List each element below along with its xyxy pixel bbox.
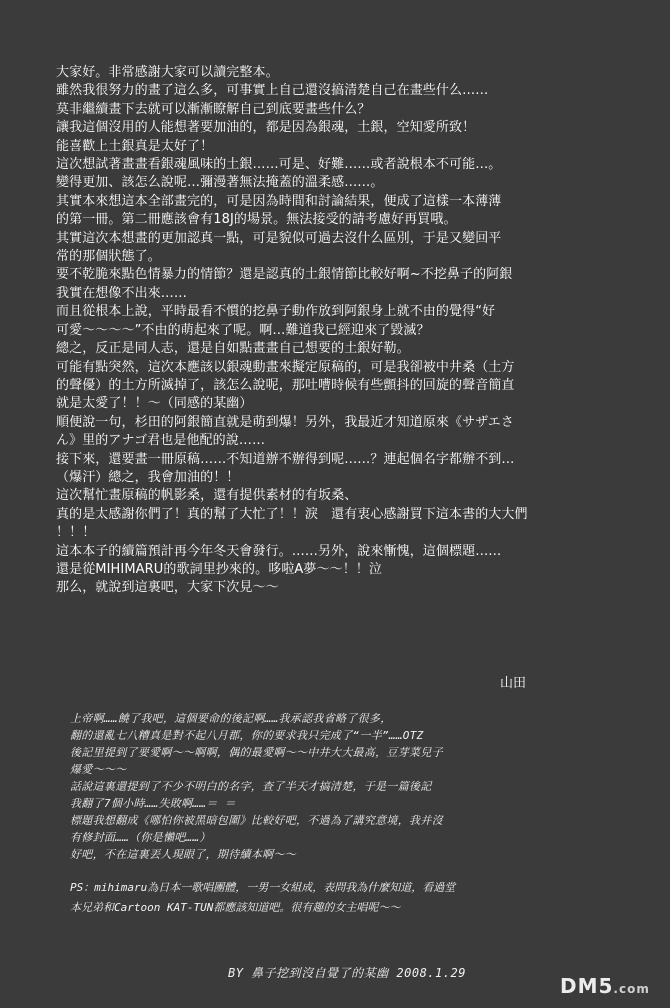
afterword-line: 雖然我很努力的畫了這么多，可事實上自己還沒搞清楚自己在畫些什么…… [56, 83, 489, 99]
afterword-line: 就是太愛了！！～（同感的某幽） [56, 396, 253, 412]
afterword-line: 其實本來想這本全部畫完的，可是因為時間和討論結果，便成了這樣一本薄薄 [56, 193, 502, 209]
afterword-line: 讓我這個沒用的人能想著要加油的，都是因為銀魂，土銀，空知愛所致！ [56, 120, 476, 136]
afterword-line: 大家好。非常感謝大家可以讀完整本。 [56, 65, 279, 80]
ps-line: 本兄弟和Cartoon KAT-TUN都應該知道吧。很有趣的女主唱呢～～ [70, 901, 401, 914]
afterword-line: （爆汗）總之，我會加油的！！ [56, 469, 240, 485]
afterword-line: 要不乾脆來點色情暴力的情節？還是認真的土銀情節比較好啊~不挖鼻子的阿銀 [56, 267, 513, 283]
translator-line: 標題我想翻成《哪怕你被黑暗包圍》比較好吧，不過為了講究意境，我并沒 [70, 814, 443, 827]
ps-line: PS：mihimaru為日本一歌唱團體，一男一女組成，表問我為什麼知道，看過堂 [70, 881, 456, 894]
translator-ps [70, 878, 630, 918]
translator-line: 話說這裏還提到了不少不明白的名字，查了半天才搞清楚，于是一篇後記 [70, 780, 432, 793]
afterword-line: 莫非繼續畫下去就可以漸漸瞭解自己到底要畫些什么？ [56, 101, 371, 117]
watermark-text: DM5 [560, 974, 614, 998]
afterword-line: 總之，反正是同人志，還是自如點畫畫自己想要的土銀好勒。 [56, 341, 410, 357]
afterword-line: 能喜歡上土銀真是太好了！ [56, 138, 214, 154]
translator-line: 後記里提到了要愛啊～～啊啊，偶的最愛啊～～中井大大最高，豆芽菜兒子 [70, 746, 443, 759]
afterword-line: 這本本子的續篇預計再今年冬天會發行。……另外，說來慚愧，這個標題…… [56, 543, 502, 559]
author-signature: 山田 [500, 676, 527, 691]
afterword-line: ！！！ [56, 525, 96, 541]
watermark-suffix: .com [613, 982, 650, 996]
afterword-line: 這次想試著畫畫看銀魂風味的土銀……可是、好難……或者說根本不可能…。 [56, 157, 502, 173]
translator-line: 有修封面……（你是懶吧……） [70, 831, 211, 844]
afterword-line: 的第一冊。第二冊應該會有18J的場景。無法接受的請考慮好再買哦。 [56, 212, 457, 228]
afterword-line: ん》里的アナゴ君也是他配的說…… [56, 433, 266, 449]
afterword-line: 那么，就說到這裏吧，大家下次見～～ [56, 580, 279, 596]
translator-line: 我翻了7個小時……失敗啊……＝ ＝ [70, 797, 236, 810]
translator-line: 上帝啊……饒了我吧，這個要命的後記啊……我承認我省略了很多， [70, 712, 392, 725]
afterword-line: 變得更加、該怎么說呢…彌漫著無法掩蓋的溫柔感……。 [56, 175, 384, 191]
afterword-line: 常的那個狀態了。 [56, 249, 161, 265]
afterword-line: 而且從根本上說，平時最看不慣的挖鼻子動作放到阿銀身上就不由的覺得“好 [56, 304, 496, 320]
afterword-line: 這次幫忙畫原稿的帆影桑，還有提供素材的有坂桑、 [56, 488, 358, 504]
afterword-line: 可愛～～～～”不由的萌起來了呢。啊…難道我已經迎來了毀滅？ [56, 322, 430, 338]
afterword-line: 真的是太感謝你們了！真的幫了大忙了！！淚 還有衷心感謝買下這本書的大大們 [56, 506, 528, 522]
afterword-line: 接下來，還要畫一冊原稿……不知道辦不辦得到呢……？連起個名字都辦不到… [56, 451, 515, 467]
afterword-line: 我實在想像不出來…… [56, 285, 188, 301]
afterword-line: 其實這次本想畫的更加認真一點，可是貌似可過去沒什么區別，于是又變回平 [56, 230, 502, 246]
site-watermark [560, 974, 650, 998]
afterword-line: 可能有點突然，這次本應該以銀魂動畫來擬定原稿的，可是我卻被中井桑（土方 [56, 359, 515, 375]
translator-byline: BY 鼻子挖到沒自覺了的某幽 2008.1.29 [228, 966, 466, 980]
afterword-line: 的聲優）的土方所滅掉了，該怎么說呢，那吐嘈時候有些顫抖的回旋的聲音簡直 [56, 377, 515, 393]
translator-line: 翻的還亂七八糟真是對不起八月郡，你的要求我只完成了“一半”……OTZ [70, 729, 424, 742]
afterword-line: 順便說一句，杉田的阿銀簡直就是萌到爆！另外，我最近才知道原來《サザエさ [56, 414, 514, 430]
translator-line: 爆愛～～～ [70, 763, 127, 776]
afterword-line: 還是從MIHIMARU的歌詞里抄來的。哆啦A夢～～！！泣 [56, 561, 383, 577]
translator-line: 好吧，不在這裏丟人現眼了，期待續本啊～～ [70, 848, 296, 861]
afterword-text [56, 64, 636, 598]
translator-notes [70, 710, 630, 863]
